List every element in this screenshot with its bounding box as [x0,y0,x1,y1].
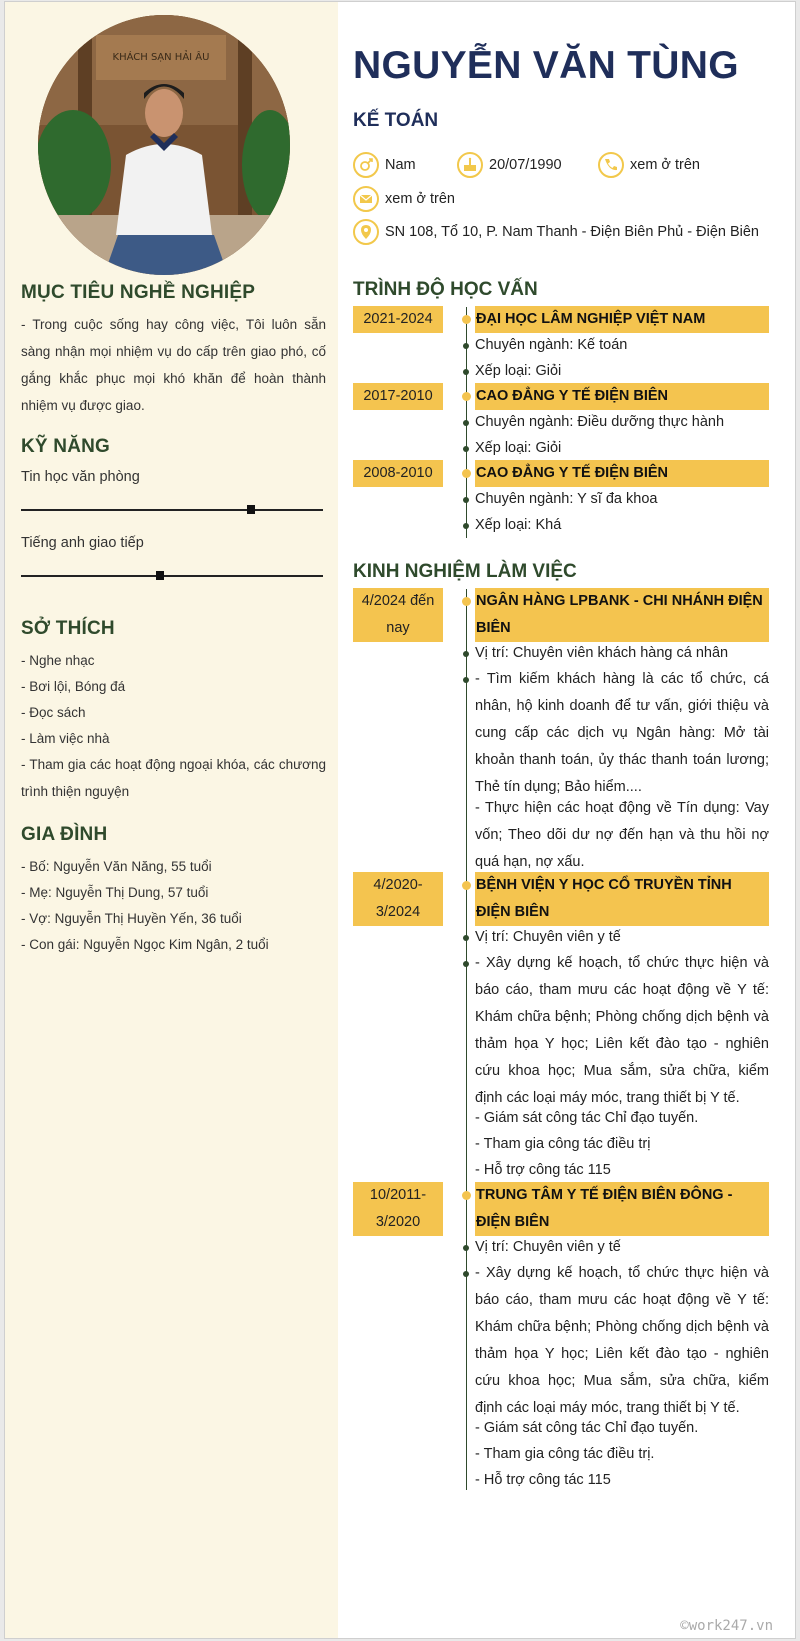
experience-duty: - Thực hiện các hoạt động về Tín dụng: Vay vốn; Theo dõi dư nợ đến hạn và thu hồi nợ quá hạn, nợ xấu. [475,800,769,870]
hobby-item: - Tham gia các hoạt động ngoại khóa, các chương trình thiện nguyện [21,757,326,799]
avatar [38,15,290,275]
experience-date: 10/2011-3/2020 [353,1182,443,1236]
objective-text: - Trong cuộc sống hay công việc, Tôi luôn sẵn sàng nhận mọi nhiệm vụ do cấp trên giao phó, cố gắng khắc phục mọi khó khăn để hoàn thành nhiệm vụ được giao. [21,317,326,413]
education-grade: Xếp loại: Giỏi [475,440,562,456]
skill-label: Tin học văn phòng [21,469,140,485]
hobby-item: - Nghe nhạc [21,653,95,668]
candidate-role: KẾ TOÁN [353,110,439,131]
timeline-bullet [463,651,469,657]
skill-level-knob [247,505,255,514]
experience-position: Vị trí: Chuyên viên y tế [475,1239,621,1255]
experience-position: Vị trí: Chuyên viên khách hàng cá nhân [475,645,729,661]
info-address [353,219,759,245]
experience-duty: - Tham gia công tác điều trị [475,1136,651,1152]
candidate-name: NGUYỄN VĂN TÙNG [353,44,739,87]
education-school: CAO ĐẲNG Y TẾ ĐIỆN BIÊN [475,383,769,410]
timeline-bullet [463,343,469,349]
education-date: 2021-2024 [353,306,443,333]
location-icon [353,219,379,245]
education-date: 2017-2010 [353,383,443,410]
timeline-bullet [463,1245,469,1251]
education-school: CAO ĐẲNG Y TẾ ĐIỆN BIÊN [475,460,769,487]
experience-duty: - Giám sát công tác Chỉ đạo tuyến. [475,1420,699,1436]
profile-photo [38,15,290,275]
info-phone [598,152,700,178]
info-email [353,186,455,212]
hobbies-title: SỞ THÍCH [21,618,115,639]
gender-value: Nam [385,157,416,173]
experience-duty: - Tìm kiếm khách hàng là các tổ chức, cá nhân, hộ kinh doanh để tư vấn, giới thiệu và cung cấp các dịch vụ Ngân hàng: Mở tài khoản thanh toán, ủy thác thanh toán lương; Thẻ tín dụng; Bảo hiểm.... [475,671,769,795]
birthday-value: 20/07/1990 [489,157,562,173]
watermark: ©work247.vn [680,1618,773,1634]
experience-duty: - Xây dựng kế hoạch, tổ chức thực hiện và báo cáo, tham mưu các hoạt động về Y tế: Khám chữa bệnh; Phòng chống dịch bệnh và thảm họa Y học; Liên kết đào tạo - nghiên cứu khoa học; Mua sắm, sửa chữa, kiểm định các loại máy móc, trang thiết bị Y tế. [475,1265,769,1416]
family-item: - Bố: Nguyễn Văn Năng, 55 tuổi [21,859,212,874]
experience-title: KINH NGHIỆM LÀM VIỆC [353,561,577,582]
education-school: ĐẠI HỌC LÂM NGHIỆP VIỆT NAM [475,306,769,333]
experience-company: TRUNG TÂM Y TẾ ĐIỆN BIÊN ĐÔNG - ĐIỆN BIÊN [475,1182,769,1236]
phone-icon [598,152,624,178]
email-value: xem ở trên [385,191,455,207]
gender-icon [353,152,379,178]
timeline-bullet [463,446,469,452]
education-grade: Xếp loại: Khá [475,517,562,533]
experience-duty: - Giám sát công tác Chỉ đạo tuyến. [475,1110,699,1126]
education-title: TRÌNH ĐỘ HỌC VẤN [353,279,538,300]
experience-date: 4/2020-3/2024 [353,872,443,926]
experience-company: BỆNH VIỆN Y HỌC CỔ TRUYỀN TỈNH ĐIỆN BIÊN [475,872,769,926]
timeline-bullet [463,497,469,503]
family-item: - Mẹ: Nguyễn Thị Dung, 57 tuổi [21,885,209,900]
education-major: Chuyên ngành: Điều dưỡng thực hành [475,414,725,430]
skill-bar-office [21,509,323,511]
timeline-bullet [463,935,469,941]
hobby-item: - Làm việc nhà [21,731,110,746]
experience-company: NGÂN HÀNG LPBANK - CHI NHÁNH ĐIỆN BIÊN [475,588,769,642]
skill-label: Tiếng anh giao tiếp [21,535,144,551]
photo-sign-text: KHÁCH SẠN HẢI ÂU [112,52,210,63]
cv-page [4,1,796,1639]
hobby-item: - Đọc sách [21,705,86,720]
skills-title: KỸ NĂNG [21,436,111,457]
experience-duty: - Tham gia công tác điều trị. [475,1446,655,1462]
address-value: SN 108, Tổ 10, P. Nam Thanh - Điện Biên Phủ - Điện Biên [385,224,759,240]
experience-position: Vị trí: Chuyên viên y tế [475,929,621,945]
skill-bar-english [21,575,323,577]
education-major: Chuyên ngành: Kế toán [475,337,628,353]
timeline-bullet [463,677,469,683]
timeline-marker [462,469,471,478]
experience-date: 4/2024 đến nay [353,588,443,642]
experience-timeline [466,589,467,1490]
family-title: GIA ĐÌNH [21,824,108,845]
info-gender [353,152,416,178]
timeline-bullet [463,1271,469,1277]
timeline-marker [462,597,471,606]
experience-duty: - Hỗ trợ công tác 115 [475,1162,611,1178]
left-sidebar [5,2,338,1639]
timeline-bullet [463,420,469,426]
education-major: Chuyên ngành: Y sĩ đa khoa [475,491,658,507]
timeline-bullet [463,961,469,967]
objective-title: MỤC TIÊU NGHỀ NGHIỆP [21,282,256,303]
family-item: - Con gái: Nguyễn Ngọc Kim Ngân, 2 tuổi [21,937,269,952]
education-grade: Xếp loại: Giỏi [475,363,562,379]
timeline-marker [462,1191,471,1200]
timeline-marker [462,392,471,401]
cake-icon [457,152,483,178]
experience-duty: - Xây dựng kế hoạch, tổ chức thực hiện và báo cáo, tham mưu các hoạt động về Y tế: Khám chữa bệnh; Phòng chống dịch bệnh và thảm họa Y học; Liên kết đào tạo - nghiên cứu khoa học; Mua sắm, sửa chữa, kiểm định các loại máy móc, trang thiết bị Y tế. [475,955,769,1106]
education-date: 2008-2010 [353,460,443,487]
experience-duty: - Hỗ trợ công tác 115 [475,1472,611,1488]
main-content [353,2,773,1639]
timeline-bullet [463,523,469,529]
timeline-marker [462,881,471,890]
email-icon [353,186,379,212]
phone-value: xem ở trên [630,157,700,173]
family-item: - Vợ: Nguyễn Thị Huyền Yến, 36 tuổi [21,911,242,926]
skill-level-knob [156,571,164,580]
hobby-item: - Bơi lội, Bóng đá [21,679,126,694]
info-birthday [457,152,562,178]
timeline-marker [462,315,471,324]
timeline-bullet [463,369,469,375]
